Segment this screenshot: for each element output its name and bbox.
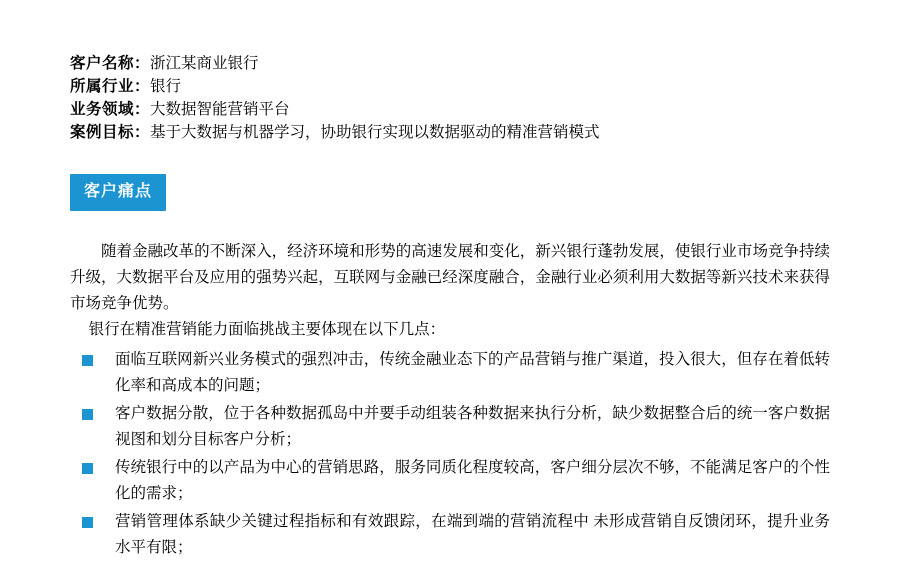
list-item-text: 传统银行中的以产品为中心的营销思路，服务同质化程度较高，客户细分层次不够，不能满足客户的个性化的需求； <box>115 459 830 502</box>
metadata-label-case-goal: 案例目标： <box>70 124 151 141</box>
metadata-value-industry: 银行 <box>150 78 182 95</box>
square-bullet-icon <box>82 409 93 420</box>
metadata-row <box>70 75 830 98</box>
list-item <box>70 509 830 561</box>
lead-in-paragraph: 银行在精准营销能力面临挑战主要体现在以下几点： <box>88 321 446 338</box>
pain-point-list <box>70 347 830 561</box>
intro-paragraph: 随着金融改革的不断深入，经济环境和形势的高速发展和变化，新兴银行蓬勃发展，使银行业市场竞争持续升级，大数据平台及应用的强势兴起，互联网与金融已经深度融合，金融行业必须利用大数据等新兴技术来获得市场竞争优势。 <box>70 243 830 312</box>
metadata-value-client-name: 浙江某商业银行 <box>150 55 259 72</box>
metadata-label-industry: 所属行业： <box>70 78 151 95</box>
metadata-value-business-domain: 大数据智能营销平台 <box>150 101 290 118</box>
metadata-row <box>70 98 830 121</box>
section-heading-wrap <box>70 174 830 211</box>
square-bullet-icon <box>82 355 93 366</box>
list-item-text: 客户数据分散，位于各种数据孤岛中并要手动组装各种数据来执行分析，缺少数据整合后的统一客户数据视图和划分目标客户分析； <box>115 405 830 448</box>
list-item-text: 营销管理体系缺少关键过程指标和有效跟踪，在端到端的营销流程中 未形成营销自反馈闭环，提升业务水平有限； <box>115 513 830 556</box>
metadata-label-business-domain: 业务领域： <box>70 101 151 118</box>
list-item <box>70 347 830 399</box>
metadata-label-client-name: 客户名称： <box>70 55 151 72</box>
list-item-text: 面临互联网新兴业务模式的强烈冲击，传统金融业态下的产品营销与推广渠道，投入很大，但存在着低转化率和高成本的问题； <box>115 351 830 394</box>
square-bullet-icon <box>82 517 93 528</box>
metadata-value-case-goal: 基于大数据与机器学习，协助银行实现以数据驱动的精准营销模式 <box>150 124 600 141</box>
section-heading-pain-points: 客户痛点 <box>70 174 166 211</box>
list-item <box>70 455 830 507</box>
metadata-row <box>70 121 830 144</box>
case-metadata <box>70 52 830 144</box>
metadata-row <box>70 52 830 75</box>
square-bullet-icon <box>82 463 93 474</box>
list-item <box>70 401 830 453</box>
